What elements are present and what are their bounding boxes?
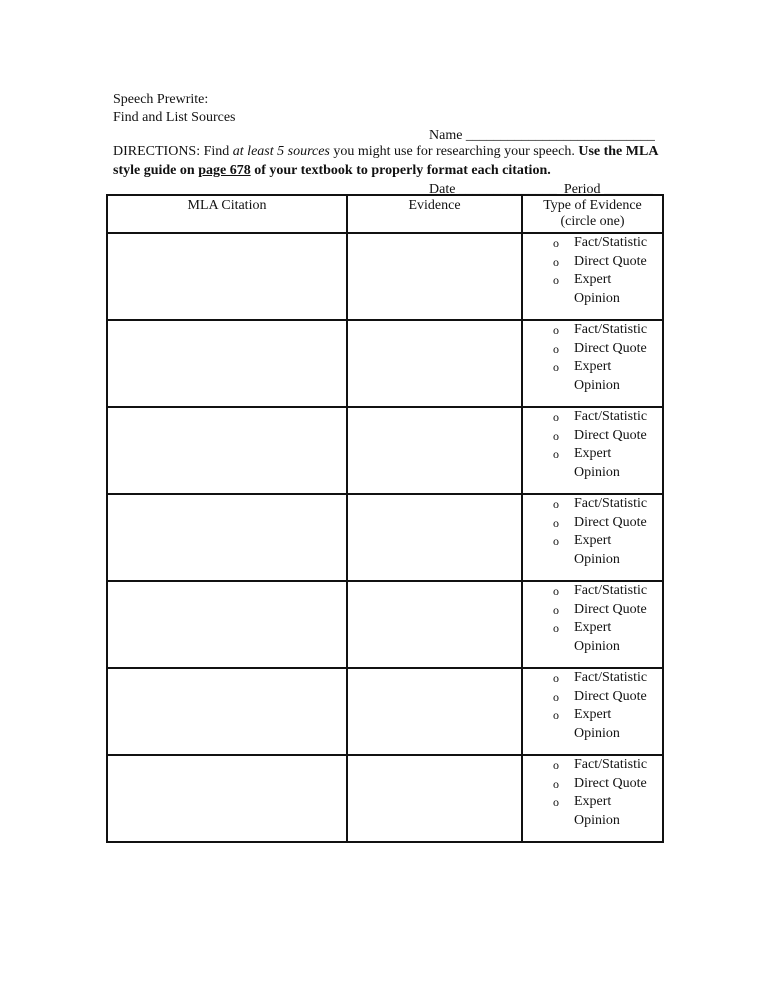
option-label: Opinion bbox=[574, 377, 620, 393]
evidence-type-options bbox=[523, 495, 662, 569]
option-label: Expert bbox=[574, 794, 612, 809]
evidence-cell[interactable] bbox=[347, 407, 522, 494]
option-expert[interactable] bbox=[553, 358, 662, 377]
option-opinion[interactable] bbox=[553, 377, 662, 396]
option-label: Direct Quote bbox=[574, 775, 647, 791]
option-expert[interactable] bbox=[553, 706, 662, 725]
evidence-type-cell bbox=[522, 233, 663, 320]
option-opinion[interactable] bbox=[553, 725, 662, 744]
option-direct-quote[interactable] bbox=[553, 601, 662, 620]
evidence-cell[interactable] bbox=[347, 320, 522, 407]
option-label: Expert bbox=[574, 707, 612, 722]
option-opinion[interactable] bbox=[553, 464, 662, 483]
evidence-type-cell bbox=[522, 320, 663, 407]
option-bullet-icon: o bbox=[553, 515, 559, 530]
option-bullet-icon: o bbox=[553, 360, 559, 374]
evidence-cell[interactable] bbox=[347, 581, 522, 668]
option-expert[interactable] bbox=[553, 619, 662, 638]
option-label: Fact/Statistic bbox=[574, 670, 648, 685]
option-fact-statistic[interactable] bbox=[553, 495, 662, 514]
option-direct-quote[interactable] bbox=[553, 514, 662, 533]
option-opinion[interactable] bbox=[553, 812, 662, 831]
evidence-cell[interactable] bbox=[347, 494, 522, 581]
option-fact-statistic[interactable] bbox=[553, 756, 662, 775]
option-bullet-icon: o bbox=[553, 758, 559, 772]
option-label: Direct Quote bbox=[574, 253, 647, 269]
option-bullet-icon: o bbox=[553, 689, 559, 704]
evidence-type-options bbox=[523, 234, 662, 308]
table-row bbox=[107, 494, 663, 581]
option-fact-statistic[interactable] bbox=[553, 669, 662, 688]
option-direct-quote[interactable] bbox=[553, 775, 662, 794]
name-field[interactable]: Name ___________________________ bbox=[429, 128, 655, 143]
citation-cell[interactable] bbox=[107, 755, 347, 842]
sources-table bbox=[106, 194, 664, 843]
option-label: Opinion bbox=[574, 551, 620, 567]
option-expert[interactable] bbox=[553, 532, 662, 551]
header-mla-citation: MLA Citation bbox=[107, 195, 347, 233]
evidence-type-options bbox=[523, 408, 662, 482]
option-label: Expert bbox=[574, 533, 612, 548]
option-bullet-icon: o bbox=[553, 584, 559, 598]
option-bullet-icon: o bbox=[553, 428, 559, 443]
option-direct-quote[interactable] bbox=[553, 427, 662, 446]
header-type-line-1: Type of Evidence bbox=[543, 198, 642, 213]
option-label: Expert bbox=[574, 272, 612, 287]
option-direct-quote[interactable] bbox=[553, 340, 662, 359]
option-bullet-icon: o bbox=[553, 410, 559, 424]
option-bullet-icon: o bbox=[553, 341, 559, 356]
evidence-type-options bbox=[523, 756, 662, 830]
evidence-type-cell bbox=[522, 407, 663, 494]
option-opinion[interactable] bbox=[553, 290, 662, 309]
option-label: Direct Quote bbox=[574, 514, 647, 530]
table-header-row bbox=[107, 195, 663, 233]
header-evidence: Evidence bbox=[347, 195, 522, 233]
citation-cell[interactable] bbox=[107, 494, 347, 581]
evidence-cell[interactable] bbox=[347, 668, 522, 755]
option-bullet-icon: o bbox=[553, 671, 559, 685]
option-label: Fact/Statistic bbox=[574, 235, 648, 250]
option-label: Direct Quote bbox=[574, 427, 647, 443]
option-label: Fact/Statistic bbox=[574, 322, 648, 337]
citation-cell[interactable] bbox=[107, 320, 347, 407]
evidence-cell[interactable] bbox=[347, 233, 522, 320]
table-row bbox=[107, 233, 663, 320]
directions-italic: at least 5 sources bbox=[232, 144, 330, 159]
title-line-1: Speech Prewrite: bbox=[113, 92, 209, 107]
table-row bbox=[107, 407, 663, 494]
option-bullet-icon: o bbox=[553, 273, 559, 287]
citation-cell[interactable] bbox=[107, 668, 347, 755]
option-bullet-icon: o bbox=[553, 323, 559, 337]
title-line-2: Find and List Sources bbox=[113, 110, 236, 125]
option-direct-quote[interactable] bbox=[553, 688, 662, 707]
option-expert[interactable] bbox=[553, 445, 662, 464]
option-label: Direct Quote bbox=[574, 688, 647, 704]
evidence-cell[interactable] bbox=[347, 755, 522, 842]
table-row bbox=[107, 581, 663, 668]
citation-cell[interactable] bbox=[107, 407, 347, 494]
option-expert[interactable] bbox=[553, 271, 662, 290]
option-bullet-icon: o bbox=[553, 534, 559, 548]
evidence-type-cell bbox=[522, 755, 663, 842]
directions-middle: you might use for researching your speech. bbox=[329, 144, 579, 159]
option-label: Fact/Statistic bbox=[574, 583, 648, 598]
evidence-type-options bbox=[523, 582, 662, 656]
option-opinion[interactable] bbox=[553, 551, 662, 570]
evidence-type-cell bbox=[522, 581, 663, 668]
option-label: Expert bbox=[574, 620, 612, 635]
option-bullet-icon: o bbox=[553, 795, 559, 809]
option-label: Fact/Statistic bbox=[574, 409, 648, 424]
page-reference-link[interactable]: page 678 bbox=[198, 163, 251, 178]
option-label: Fact/Statistic bbox=[574, 757, 648, 772]
option-opinion[interactable] bbox=[553, 638, 662, 657]
option-label: Opinion bbox=[574, 725, 620, 741]
citation-cell[interactable] bbox=[107, 581, 347, 668]
option-label: Opinion bbox=[574, 290, 620, 306]
evidence-type-cell bbox=[522, 494, 663, 581]
option-bullet-icon: o bbox=[553, 447, 559, 461]
worksheet-title bbox=[113, 91, 236, 127]
option-label: Opinion bbox=[574, 464, 620, 480]
table-row bbox=[107, 755, 663, 842]
directions-paragraph bbox=[113, 142, 673, 180]
evidence-type-options bbox=[523, 321, 662, 395]
header-type-line-2: (circle one) bbox=[560, 214, 625, 229]
option-expert[interactable] bbox=[553, 793, 662, 812]
table-row bbox=[107, 320, 663, 407]
date-period-field[interactable]: Date ______________ Period _______ bbox=[429, 182, 653, 197]
option-direct-quote[interactable] bbox=[553, 253, 662, 272]
option-bullet-icon: o bbox=[553, 776, 559, 791]
option-bullet-icon: o bbox=[553, 602, 559, 617]
directions-bold-1: Use the MLA style guide on bbox=[113, 144, 658, 178]
option-label: Expert bbox=[574, 359, 612, 374]
option-fact-statistic[interactable] bbox=[553, 408, 662, 427]
option-bullet-icon: o bbox=[553, 621, 559, 635]
citation-cell[interactable] bbox=[107, 233, 347, 320]
option-label: Expert bbox=[574, 446, 612, 461]
evidence-type-cell bbox=[522, 668, 663, 755]
table-row bbox=[107, 668, 663, 755]
option-label: Opinion bbox=[574, 638, 620, 654]
option-label: Opinion bbox=[574, 812, 620, 828]
option-bullet-icon: o bbox=[553, 236, 559, 250]
option-label: Direct Quote bbox=[574, 601, 647, 617]
header-type-of-evidence bbox=[522, 195, 663, 233]
option-bullet-icon: o bbox=[553, 497, 559, 511]
option-fact-statistic[interactable] bbox=[553, 582, 662, 601]
option-label: Fact/Statistic bbox=[574, 496, 648, 511]
option-label: Direct Quote bbox=[574, 340, 647, 356]
option-bullet-icon: o bbox=[553, 708, 559, 722]
directions-bold-2: of your textbook to properly format each citation. bbox=[250, 163, 551, 178]
option-fact-statistic[interactable] bbox=[553, 321, 662, 340]
evidence-type-options bbox=[523, 669, 662, 743]
option-bullet-icon: o bbox=[553, 254, 559, 269]
option-fact-statistic[interactable] bbox=[553, 234, 662, 253]
directions-prefix: DIRECTIONS: Find bbox=[113, 144, 233, 159]
